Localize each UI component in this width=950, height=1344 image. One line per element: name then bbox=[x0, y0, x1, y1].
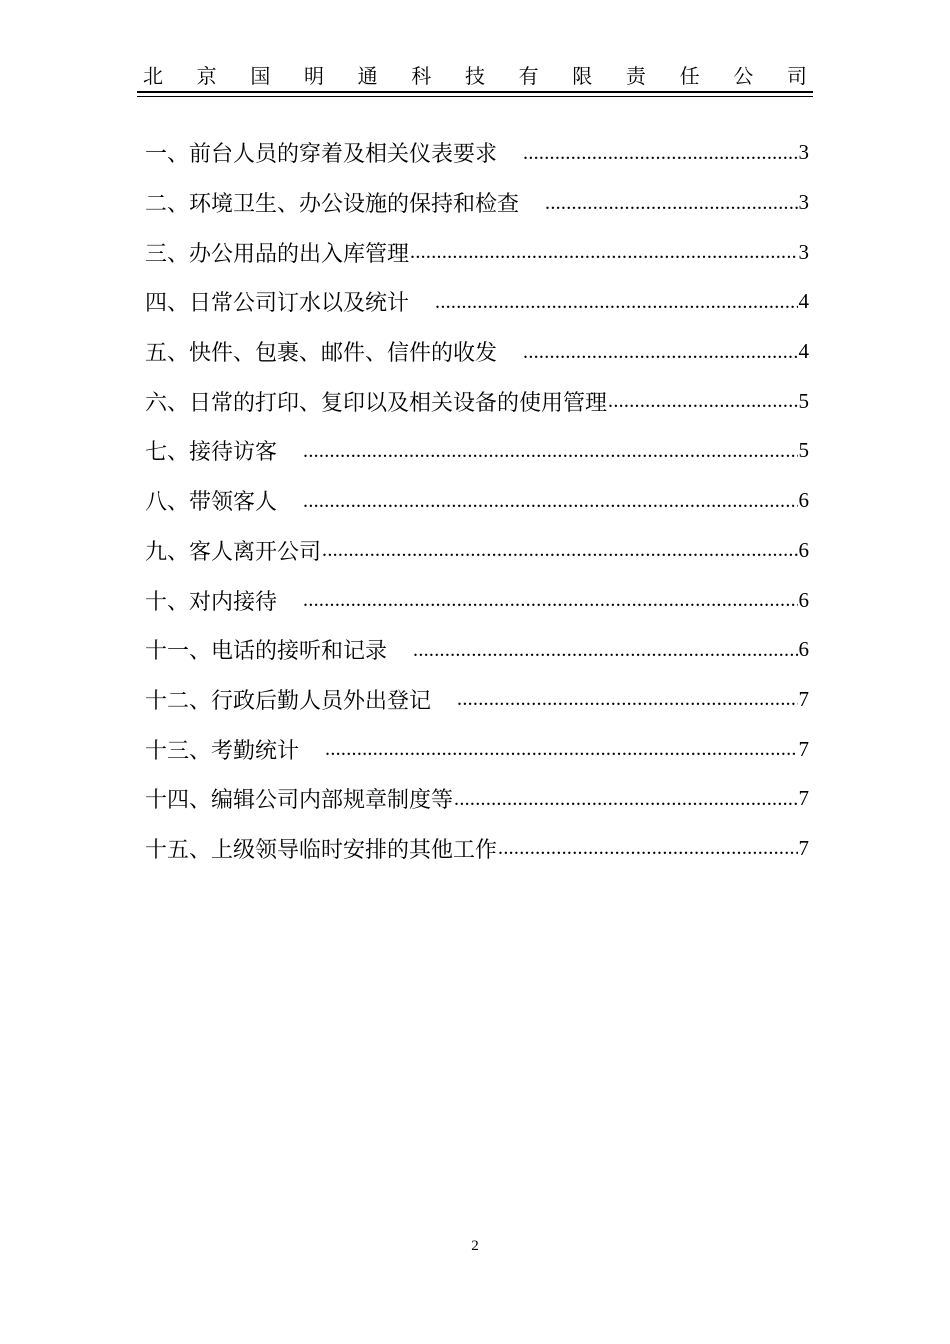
toc-entry-title: 二、环境卫生、办公设施的保持和检查 bbox=[145, 192, 520, 218]
page-header bbox=[137, 64, 813, 88]
toc-entry-page: 3 bbox=[798, 190, 809, 215]
toc-leader-dots bbox=[325, 738, 797, 760]
toc-entry-page: 4 bbox=[798, 339, 809, 364]
company-name-char: 明 bbox=[303, 64, 324, 88]
toc-entry-title: 九、客人离开公司 bbox=[145, 539, 322, 565]
toc-entry-title: 六、日常的打印、复印以及相关设备的使用管理 bbox=[145, 390, 608, 416]
company-name-char: 通 bbox=[357, 64, 378, 88]
toc-entry[interactable] bbox=[145, 824, 809, 874]
toc-entry-title: 八、带领客人 bbox=[145, 490, 278, 516]
toc-entry-page: 7 bbox=[798, 786, 809, 811]
toc-entry-title: 三、办公用品的出入库管理 bbox=[145, 241, 410, 267]
toc-entry[interactable] bbox=[145, 575, 809, 625]
toc-leader-dots bbox=[523, 341, 797, 363]
table-of-contents bbox=[145, 128, 809, 873]
toc-leader-dots bbox=[303, 589, 797, 611]
toc-entry-page: 3 bbox=[798, 239, 809, 264]
toc-leader-dots bbox=[545, 192, 797, 214]
toc-leader-dots bbox=[608, 390, 797, 412]
toc-leader-dots bbox=[322, 539, 797, 561]
toc-leader-dots bbox=[498, 837, 797, 859]
toc-entry-page: 7 bbox=[798, 736, 809, 761]
company-name-char: 任 bbox=[679, 64, 700, 88]
company-name-char: 限 bbox=[572, 64, 593, 88]
toc-entry[interactable] bbox=[145, 327, 809, 377]
toc-leader-dots bbox=[523, 142, 797, 164]
company-name-char: 司 bbox=[786, 64, 807, 88]
toc-entry-page: 5 bbox=[798, 438, 809, 463]
toc-leader-dots bbox=[303, 440, 797, 462]
toc-entry-page: 6 bbox=[798, 488, 809, 513]
toc-entry-page: 6 bbox=[798, 587, 809, 612]
page-number: 2 bbox=[471, 1238, 479, 1254]
toc-entry[interactable] bbox=[145, 625, 809, 675]
company-name-char: 京 bbox=[196, 64, 217, 88]
toc-leader-dots bbox=[413, 639, 797, 661]
toc-entry-page: 6 bbox=[798, 537, 809, 562]
toc-entry-title: 十、对内接待 bbox=[145, 589, 278, 615]
toc-entry-title: 十四、编辑公司内部规章制度等 bbox=[145, 788, 454, 814]
toc-entry[interactable] bbox=[145, 476, 809, 526]
toc-entry-title: 十二、行政后勤人员外出登记 bbox=[145, 688, 432, 714]
company-name-char: 责 bbox=[625, 64, 646, 88]
company-name-char: 科 bbox=[411, 64, 432, 88]
header-rule-thick bbox=[137, 91, 813, 93]
toc-entry[interactable] bbox=[145, 675, 809, 725]
company-name bbox=[137, 64, 813, 88]
toc-entry[interactable] bbox=[145, 376, 809, 426]
toc-leader-dots bbox=[435, 291, 797, 313]
toc-entry[interactable] bbox=[145, 227, 809, 277]
toc-entry-page: 4 bbox=[798, 289, 809, 314]
toc-entry-title: 十三、考勤统计 bbox=[145, 738, 300, 764]
toc-entry-page: 7 bbox=[798, 835, 809, 860]
toc-entry-title: 五、快件、包裹、邮件、信件的收发 bbox=[145, 341, 498, 367]
toc-entry[interactable] bbox=[145, 178, 809, 228]
toc-entry[interactable] bbox=[145, 526, 809, 576]
toc-entry-title: 一、前台人员的穿着及相关仪表要求 bbox=[145, 142, 498, 168]
toc-entry-title: 七、接待访客 bbox=[145, 440, 278, 466]
header-rule-thin bbox=[137, 96, 813, 97]
toc-entry-title: 十一、电话的接听和记录 bbox=[145, 639, 388, 665]
toc-entry[interactable] bbox=[145, 774, 809, 824]
company-name-char: 有 bbox=[518, 64, 539, 88]
toc-entry[interactable] bbox=[145, 277, 809, 327]
toc-entry-page: 5 bbox=[798, 388, 809, 413]
toc-leader-dots bbox=[410, 241, 797, 263]
toc-entry[interactable] bbox=[145, 724, 809, 774]
toc-leader-dots bbox=[454, 788, 797, 810]
toc-leader-dots bbox=[457, 688, 797, 710]
toc-entry[interactable] bbox=[145, 426, 809, 476]
toc-entry-title: 十五、上级领导临时安排的其他工作 bbox=[145, 837, 498, 863]
company-name-char: 国 bbox=[250, 64, 271, 88]
company-name-char: 技 bbox=[464, 64, 485, 88]
toc-entry-title: 四、日常公司订水以及统计 bbox=[145, 291, 410, 317]
company-name-char: 北 bbox=[143, 64, 163, 88]
toc-entry-page: 3 bbox=[798, 140, 809, 165]
toc-entry-page: 7 bbox=[798, 686, 809, 711]
company-name-char: 公 bbox=[733, 64, 754, 88]
toc-entry-page: 6 bbox=[798, 637, 809, 662]
toc-entry[interactable] bbox=[145, 128, 809, 178]
toc-leader-dots bbox=[303, 490, 797, 512]
